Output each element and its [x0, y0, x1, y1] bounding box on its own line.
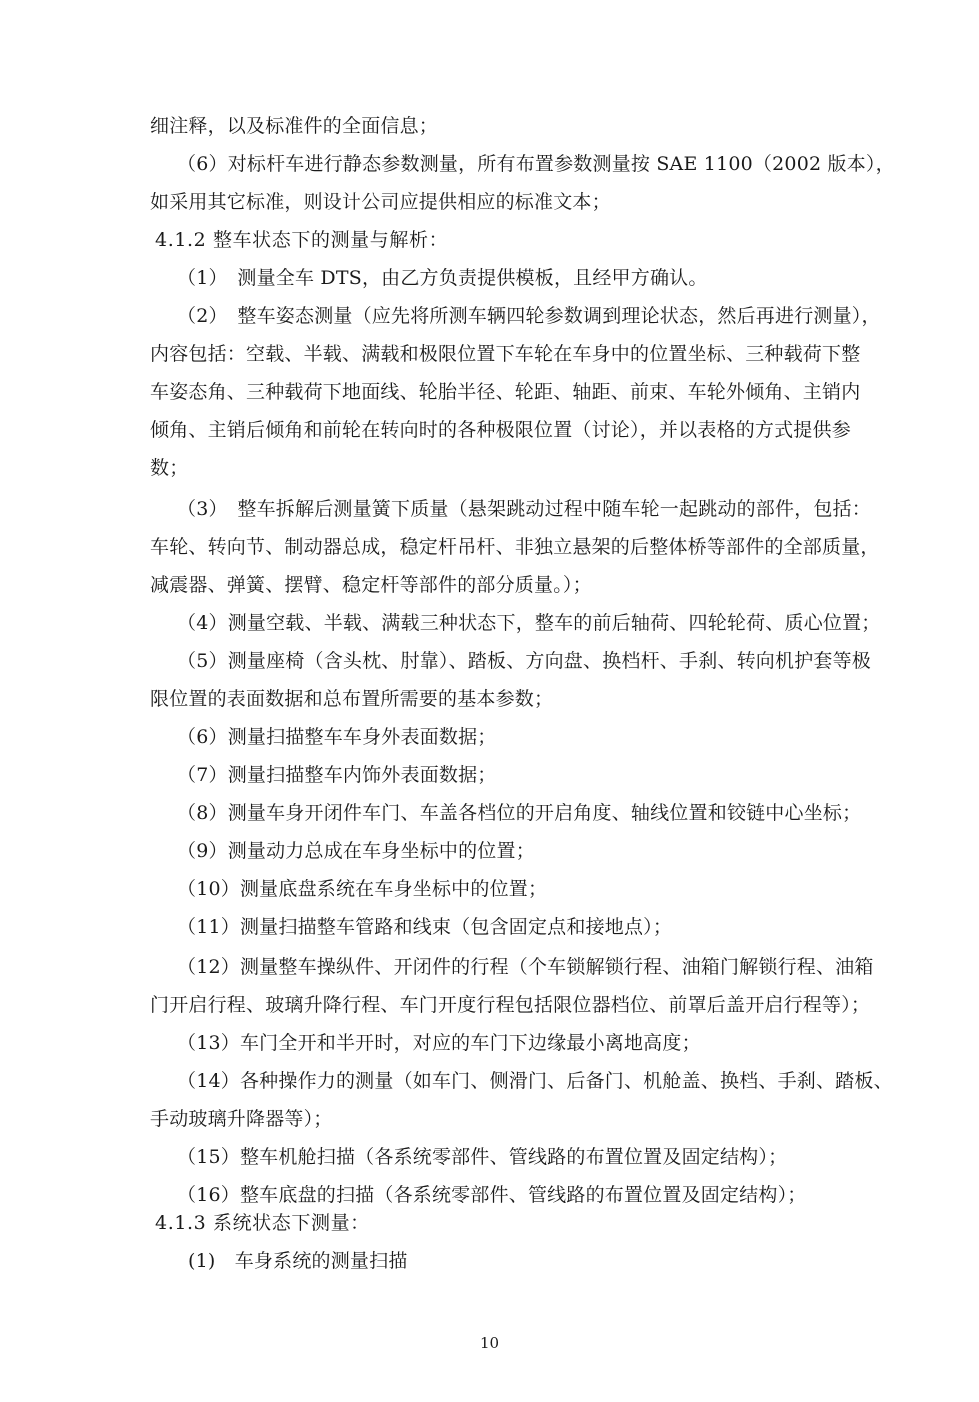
text-line-01: 细注释，以及标准件的全面信息； — [150, 115, 439, 137]
text-line-29: （16）整车底盘的扫描（各系统零部件、管线路的布置位置及固定结构）； — [177, 1184, 807, 1206]
section-heading-4-1-3: 4.1.3 系统状态下测量： — [155, 1212, 370, 1234]
text-line-17: （6）测量扫描整车车身外表面数据； — [177, 726, 497, 748]
text-line-21: （10）测量底盘系统在车身坐标中的位置； — [177, 878, 548, 900]
text-line-14: （4）测量空载、半载、满载三种状态下，整车的前后轴荷、四轮轮荷、质心位置； — [177, 612, 881, 634]
text-line-25: （13）车门全开和半开时，对应的车门下边缘最小离地高度； — [177, 1032, 701, 1054]
text-line-16: 限位置的表面数据和总布置所需要的基本参数； — [150, 688, 554, 710]
text-line-23: （12）测量整车操纵件、开闭件的行程（个车锁解锁行程、油箱门解锁行程、油箱 — [177, 956, 874, 978]
text-line-13: 减震器、弹簧、摆臂、稳定杆等部件的部分质量。）； — [150, 574, 592, 596]
text-line-10: 数； — [150, 457, 189, 479]
text-line-24: 门开启行程、玻璃升降行程、车门开度行程包括限位器档位、前罩后盖开启行程等）； — [150, 994, 871, 1016]
text-line-12: 车轮、转向节、制动器总成，稳定杆吊杆、非独立悬架的后整体桥等部件的全部质量， — [150, 536, 880, 558]
text-line-18: （7）测量扫描整车内饰外表面数据； — [177, 764, 497, 786]
section-heading-4-1-2: 4.1.2 整车状态下的测量与解析： — [155, 229, 449, 251]
text-line-05: （1） 测量全车 DTS，由乙方负责提供模板，且经甲方确认。 — [177, 267, 708, 289]
text-line-07: 内容包括：空载、半载、满载和极限位置下车轮在车身中的位置坐标、三种载荷下整 — [150, 343, 861, 365]
text-line-15: （5）测量座椅（含头枕、肘靠）、踏板、方向盘、换档杆、手刹、转向机护套等极 — [177, 650, 871, 672]
text-line-09: 倾角、主销后倾角和前轮在转向时的各种极限位置（讨论），并以表格的方式提供参 — [150, 419, 851, 441]
text-line-03: 如采用其它标准，则设计公司应提供相应的标准文本； — [150, 191, 611, 213]
text-line-11: （3） 整车拆解后测量簧下质量（悬架跳动过程中随车轮一起跳动的部件，包括： — [177, 498, 871, 520]
text-line-02: （6）对标杆车进行静态参数测量，所有布置参数测量按 SAE 1100（2002 版本）， — [177, 153, 895, 175]
text-line-08: 车姿态角、三种载荷下地面线、轮胎半径、轮距、轴距、前束、车轮外倾角、主销内 — [150, 381, 861, 403]
text-line-06: （2） 整车姿态测量（应先将所测车辆四轮参数调到理论状态，然后再进行测量）， — [177, 305, 881, 327]
text-line-28: （15）整车机舱扫描（各系统零部件、管线路的布置位置及固定结构）； — [177, 1146, 788, 1168]
text-line-22: （11）测量扫描整车管路和线束（包含固定点和接地点）； — [177, 916, 673, 938]
text-line-31: (1) 车身系统的测量扫描 — [188, 1250, 408, 1272]
text-line-27: 手动玻璃升降器等）； — [150, 1108, 333, 1130]
text-line-20: （9）测量动力总成在车身坐标中的位置； — [177, 840, 535, 862]
page-number: 10 — [479, 1334, 500, 1352]
text-line-19: （8）测量车身开闭件车门、车盖各档位的开启角度、轴线位置和铰链中心坐标； — [177, 802, 862, 824]
text-line-26: （14）各种操作力的测量（如车门、侧滑门、后备门、机舱盖、换档、手刹、踏板、 — [177, 1070, 893, 1092]
